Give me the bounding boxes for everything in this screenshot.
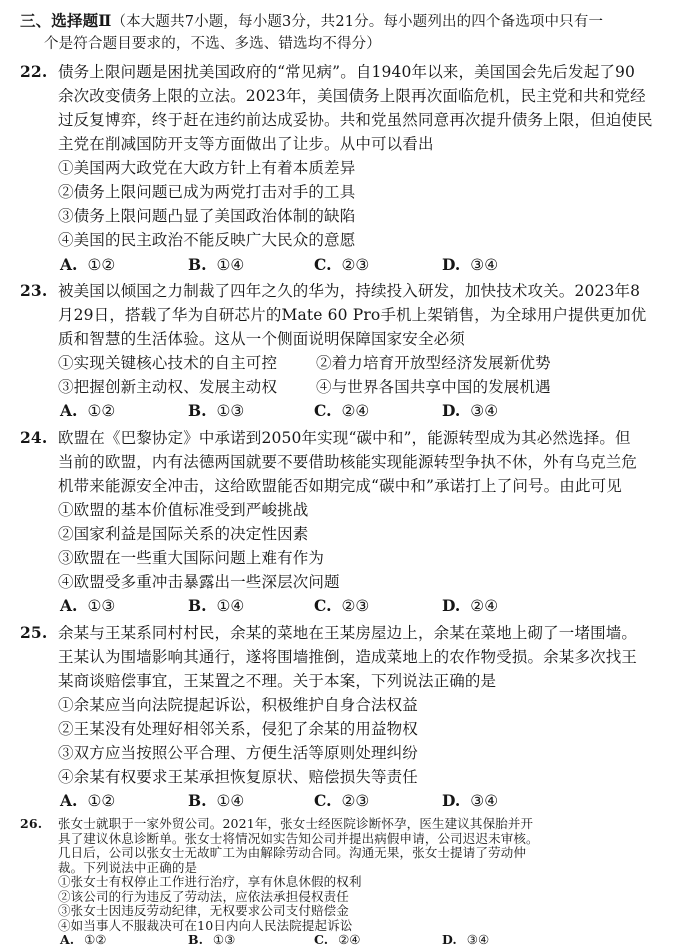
option-letter: D.: [442, 255, 461, 274]
statement: ②王某没有处理好相邻关系，侵犯了余某的用益物权: [58, 720, 418, 738]
statement: ①欧盟的基本价值标准受到严峻挑战: [58, 501, 309, 519]
option-letter: C.: [314, 255, 332, 274]
question-number: 22.: [20, 62, 48, 81]
option-text: ③④: [466, 932, 490, 947]
question-stem-line: 欧盟在《巴黎协定》中承诺到2050年实现“碳中和”，能源转型成为其必然选择。但: [58, 429, 631, 447]
option-c: [314, 933, 361, 947]
option-a: [60, 933, 106, 947]
option-letter: A.: [60, 596, 78, 615]
option-letter: A.: [60, 255, 78, 274]
option-d: [442, 400, 498, 422]
option-letter: B.: [188, 791, 207, 810]
question-stem-line: 余某与王某系同村村民，余某的菜地在王某房屋边上，余某在菜地上砌了一堵围墙。: [58, 624, 638, 642]
option-d: [442, 933, 489, 947]
statement: ①实现关键核心技术的自主可控: [58, 354, 278, 372]
option-letter: D.: [442, 932, 457, 947]
question-stem-line: 王某认为围墙影响其通行，遂将围墙推倒，造成菜地上的农作物受损。余某多次找王: [58, 648, 638, 666]
statement: ④余某有权要求王某承担恢复原状、赔偿损失等责任: [58, 768, 418, 786]
section-title: 三、选择题Ⅱ: [20, 11, 112, 30]
option-letter: B.: [188, 596, 207, 615]
option-text: ①④: [216, 792, 245, 810]
option-text: ①④: [216, 597, 245, 615]
statement: ③债务上限问题凸显了美国政治体制的缺陷: [58, 207, 356, 225]
statement: ③欧盟在一些重大国际问题上难有作为: [58, 549, 325, 567]
question-number: 24.: [20, 428, 48, 447]
question-stem-line: 质和智慧的生活体验。这从一个侧面说明保障国家安全必须: [58, 330, 465, 348]
option-c: [314, 595, 369, 617]
option-c: [314, 790, 369, 812]
option-b: [188, 933, 235, 947]
option-text: ②④: [338, 932, 361, 947]
option-letter: B.: [188, 401, 207, 420]
option-letter: B.: [188, 932, 203, 947]
option-letter: A.: [60, 791, 78, 810]
statement: ④与世界各国共享中国的发展机遇: [316, 378, 551, 396]
section-header: [20, 10, 603, 33]
option-letter: D.: [442, 791, 461, 810]
option-text: ①②: [87, 792, 116, 810]
statement: ③双方应当按照公平合理、方便生活等原则处理纠纷: [58, 744, 418, 762]
option-b: [188, 400, 244, 422]
question-stem-line: 余次改变债务上限的立法。2023年，美国债务上限再次面临危机，民主党和共和党经: [58, 87, 646, 105]
question-stem-line: 主党在削减国防开支等方面做出了让步。从中可以看出: [58, 135, 434, 153]
option-d: [442, 254, 498, 276]
option-text: ③④: [470, 792, 499, 810]
statement: ①张女士有权停止工作进行治疗，享有休息休假的权利: [58, 874, 362, 889]
option-text: ③④: [470, 256, 499, 274]
question-stem-line: 债务上限问题是困扰美国政府的“常见病”。自1940年以来，美国国会先后发起了90: [58, 63, 636, 81]
statement: ①余某应当向法院提起诉讼，积极维护自身合法权益: [58, 696, 418, 714]
option-text: ①④: [216, 256, 245, 274]
option-text: ①③: [212, 932, 236, 947]
option-text: ①③: [87, 597, 116, 615]
option-letter: B.: [188, 255, 207, 274]
option-b: [188, 790, 244, 812]
question-stem-line: 过反复博弈，终于赶在违约前达成妥协。共和党虽然同意再次提升债务上限，但迫使民: [58, 111, 653, 129]
option-text: ①②: [84, 932, 107, 947]
option-c: [314, 254, 369, 276]
option-letter: A.: [60, 932, 75, 947]
option-a: [60, 254, 115, 276]
option-b: [188, 595, 244, 617]
statement: ③张女士因违反劳动纪律，无权要求公司支付赔偿金: [58, 903, 349, 918]
option-letter: C.: [314, 401, 332, 420]
statement: ②国家利益是国际关系的决定性因素: [58, 525, 309, 543]
statement: ③把握创新主动权、发展主动权: [58, 378, 278, 396]
option-b: [188, 254, 244, 276]
option-d: [442, 595, 498, 617]
question-stem-line: 张女士就职于一家外贸公司。2021年，张女士经医院诊断怀孕，医生建议其保胎并开: [58, 816, 534, 831]
option-text: ①②: [87, 256, 116, 274]
question-stem-line: 几日后，公司以张女士无故旷工为由解除劳动合同。沟通无果，张女士提请了劳动仲: [58, 845, 527, 860]
option-c: [314, 400, 369, 422]
option-text: ②④: [341, 402, 370, 420]
option-text: ①③: [216, 402, 245, 420]
option-a: [60, 790, 115, 812]
option-text: ①②: [87, 402, 116, 420]
question-stem-line: 被美国以倾国之力制裁了四年之久的华为，持续投入研发，加快技术攻关。2023年8: [58, 282, 641, 300]
statement: ④美国的民主政治不能反映广大民众的意愿: [58, 231, 356, 249]
option-letter: C.: [314, 932, 329, 947]
question-stem-line: 机带来能源安全冲击，这给欧盟能否如期完成“碳中和”承诺打上了问号。由此可见: [58, 477, 622, 495]
option-text: ②③: [341, 256, 370, 274]
option-letter: D.: [442, 596, 461, 615]
question-stem-line: 当前的欧盟，内有法德两国就要不要借助核能实现能源转型争执不休，外有乌克兰危: [58, 453, 638, 471]
statement: ②债务上限问题已成为两党打击对手的工具: [58, 183, 356, 201]
statement: ④欧盟受多重冲击暴露出一些深层次问题: [58, 573, 340, 591]
question-number: 25.: [20, 623, 48, 642]
statement: ④如当事人不服裁决可在10日内向人民法院提起诉讼: [58, 917, 353, 933]
section-note-line-1: （本大题共7小题，每小题3分，共21分。每小题列出的四个备选项中只有一: [111, 14, 604, 30]
question-number: 26.: [20, 816, 43, 831]
question-stem-line: 具了建议休息诊断单。张女士将情况如实告知公司并提出病假申请，公司迟迟未审核。: [58, 830, 539, 846]
option-text: ②④: [470, 597, 499, 615]
option-text: ②③: [341, 597, 370, 615]
option-letter: C.: [314, 791, 332, 810]
option-d: [442, 790, 498, 812]
section-note-line-2: 个是符合题目要求的，不选、多选、错选均不得分）: [44, 36, 381, 52]
option-letter: D.: [442, 401, 461, 420]
option-letter: A.: [60, 401, 78, 420]
option-text: ③④: [470, 402, 499, 420]
statement: ②着力培育开放型经济发展新优势: [316, 354, 551, 372]
statement: ①美国两大政党在大政方针上有着本质差异: [58, 159, 356, 177]
question-stem-line: 裁。下列说法中正确的是: [58, 859, 198, 875]
question-stem-line: 月29日，搭载了华为自研芯片的Mate 60 Pro手机上架销售，为全球用户提供更加优: [58, 306, 647, 324]
option-letter: C.: [314, 596, 332, 615]
option-a: [60, 595, 115, 617]
question-number: 23.: [20, 281, 48, 300]
statement: ②该公司的行为违反了劳动法，应依法承担侵权责任: [58, 888, 349, 904]
question-stem-line: 某商谈赔偿事宜，王某置之不理。关于本案，下列说法正确的是: [58, 672, 497, 690]
option-text: ②③: [341, 792, 370, 810]
option-a: [60, 400, 115, 422]
